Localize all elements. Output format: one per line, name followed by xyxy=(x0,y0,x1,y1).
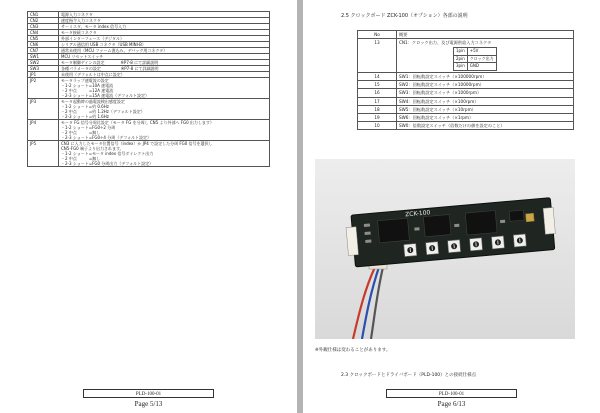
row-code: SW2 xyxy=(28,60,59,66)
row-code: CN7 xyxy=(28,48,59,54)
doc-id-box: PLD-100-01 xyxy=(83,389,214,398)
description-line: モータ接続コネクタ xyxy=(61,30,97,35)
description-text: SW3：回転数設定スイッチ（×1000rpm） xyxy=(399,90,482,96)
row-number: 13 xyxy=(358,39,397,73)
row-number: 17 xyxy=(358,97,397,105)
description-line: モータラップ速電流の設定 xyxy=(61,78,109,83)
description-text: SW5：回転数設定スイッチ（×10rpm） xyxy=(399,106,476,112)
description-text: CN1：クロック出力、及び電源供給入力コネクタ xyxy=(399,40,492,46)
section-3-title: 2.3 クロックボードとドライバボード（PLD-100）との接続仕様点 xyxy=(341,373,477,378)
row-description xyxy=(397,81,574,89)
table-row xyxy=(358,113,574,121)
description-line: ・2 中点 =約 1.2Hz（デフォルト設定） xyxy=(61,109,145,114)
row-code: JP2 xyxy=(28,78,59,99)
description-text: SW2：回転数設定スイッチ（×10000rpm） xyxy=(399,82,484,88)
table-row xyxy=(28,78,270,99)
pin-number: 1pin xyxy=(454,48,468,56)
board-photo-svg xyxy=(315,159,575,339)
description-text: SW6：回転数設定スイッチ（×1rpm） xyxy=(399,114,474,120)
description-line: ・1-2 ショート=モータ index 信号ダイレクト出力 xyxy=(61,151,154,156)
pin-value: GND xyxy=(467,63,496,71)
table-header-row xyxy=(358,31,574,39)
table-row xyxy=(358,105,574,113)
table-row xyxy=(358,72,574,80)
row-description xyxy=(397,97,574,105)
row-description xyxy=(397,122,574,130)
pin-number: 2pin xyxy=(454,55,468,63)
row-code: JP3 xyxy=(28,99,59,120)
description-line: ・2-3 ショート=FG0 分周出力（デフォルト設定） xyxy=(61,161,154,166)
description-line: CN5-FG0 端子より出力されます。 xyxy=(61,146,124,151)
row-description xyxy=(397,89,574,97)
row-description xyxy=(397,39,574,73)
clock-board-photo xyxy=(315,159,575,339)
page-number: Page 5/13 xyxy=(134,400,163,408)
row-code: CN6 xyxy=(28,42,59,48)
description-line: ・1-2 ショート=FG0÷2 分周 xyxy=(61,125,116,130)
description-text: SW0：倍数設定スイッチ（倍数だけの値を設定のこと） xyxy=(399,123,505,129)
pin-value: +5V xyxy=(467,48,496,56)
row-code: JP1 xyxy=(28,72,59,78)
description-line: 未使用（デフォルトは中点に設定） xyxy=(61,72,125,77)
row-number: 10 xyxy=(358,122,397,130)
row-code: SW1 xyxy=(28,54,59,60)
description-line: ・2 中点 =無し xyxy=(61,130,101,135)
table-row xyxy=(358,122,574,130)
description-line: CN3 に入力したモータ位置信号（index）か JP4 で設定した分周 FG0 信号を選択し xyxy=(61,141,213,146)
description-line: ・2-3 ショート=FG0÷4 分周（デフォルト設定） xyxy=(61,135,151,140)
page-6 xyxy=(303,0,600,413)
row-description xyxy=(59,99,270,120)
table-row xyxy=(358,81,574,89)
description-line: モータ起動時の過電流検出感度設定 xyxy=(61,99,125,104)
row-code: SW3 xyxy=(28,66,59,72)
row-code: JP4 xyxy=(28,120,59,141)
row-code: JP5 xyxy=(28,141,59,167)
row-description xyxy=(59,141,270,167)
row-number: 19 xyxy=(358,113,397,121)
header-desc: 概要 xyxy=(397,31,574,39)
pin-row xyxy=(454,55,497,63)
page-number: Page 6/13 xyxy=(437,400,466,408)
row-code: CN1 xyxy=(28,12,59,18)
page-5 xyxy=(0,0,297,413)
row-code: CN3 xyxy=(28,24,59,30)
row-number: 16 xyxy=(358,89,397,97)
table-row xyxy=(28,99,270,120)
connector-jumper-table xyxy=(27,11,270,167)
description-line: 外部インターフェース（デジタル） xyxy=(61,36,124,41)
table-row xyxy=(28,141,270,167)
row-description xyxy=(59,78,270,99)
description-line: 各種パラメータの設定 ※P7-8 にて詳細説明 xyxy=(61,66,159,71)
clock-board-table xyxy=(357,30,574,130)
description-line: 通常未使用（MCU ファーム書込み、デバッグ用コネクタ） xyxy=(61,48,168,53)
row-number: 15 xyxy=(358,81,397,89)
row-description xyxy=(397,113,574,121)
board-label: ZCK-100 xyxy=(404,209,431,219)
row-description xyxy=(397,105,574,113)
description-line: ・2-3 ショート=15A 速電流（デフォルト設定） xyxy=(61,93,149,98)
photo-caption: ※外観仕様は変わることがあります。 xyxy=(315,348,391,353)
row-code: CN2 xyxy=(28,18,59,24)
row-code: CN5 xyxy=(28,36,59,42)
row-description xyxy=(59,120,270,141)
description-line: モータ FG 信号分周比設定（モータ FG を分周し CN5 より外部へ FG0 出力します） xyxy=(61,120,214,125)
description-line: 速度指令入力コネクタ xyxy=(61,18,101,23)
description-line: シリアル通信用 USB コネクタ（USB MINI-B） xyxy=(61,42,146,47)
description-text: SW1：回転数設定スイッチ（×100000rpm） xyxy=(399,73,487,79)
pin-table xyxy=(453,47,497,71)
description-line: ・2 中点 =12A 速電流 xyxy=(61,88,114,93)
table-row xyxy=(358,89,574,97)
description-line: ・2 中点 =無し xyxy=(61,156,101,161)
row-number: 18 xyxy=(358,105,397,113)
pin-value: クロック出力 xyxy=(467,55,496,63)
description-line: ・1-2 ショート=約 0.6Hz xyxy=(61,104,109,109)
description-line: ・1-2 ショート=10A 速電流 xyxy=(61,83,114,88)
description-line: ・2-3 ショート=約 1.6Hz xyxy=(61,114,109,119)
pin-row xyxy=(454,63,497,71)
row-code: CN4 xyxy=(28,30,59,36)
description-line: サーミスタ、モータ index 信号入力 xyxy=(61,24,127,29)
table-row xyxy=(358,97,574,105)
description-line: モータ制御ゲインの設定 ※P7-8 にて詳細説明 xyxy=(61,60,159,65)
row-number: 14 xyxy=(358,72,397,80)
description-text: SW4：回転数設定スイッチ（×100rpm） xyxy=(399,98,479,104)
pin-row xyxy=(454,48,497,56)
table-row xyxy=(28,120,270,141)
doc-id-box: PLD-100-01 xyxy=(386,389,517,398)
table-row xyxy=(358,39,574,73)
description-line: MCU リセットスイッチ xyxy=(61,54,104,59)
description-line: 電源入力コネクタ xyxy=(61,12,93,17)
header-no: No xyxy=(358,31,397,39)
pin-number: 3pin xyxy=(454,63,468,71)
row-description xyxy=(397,72,574,80)
section-title: 2.5 クロックボード ZCK-100（オプション）各部の説明 xyxy=(341,13,468,19)
